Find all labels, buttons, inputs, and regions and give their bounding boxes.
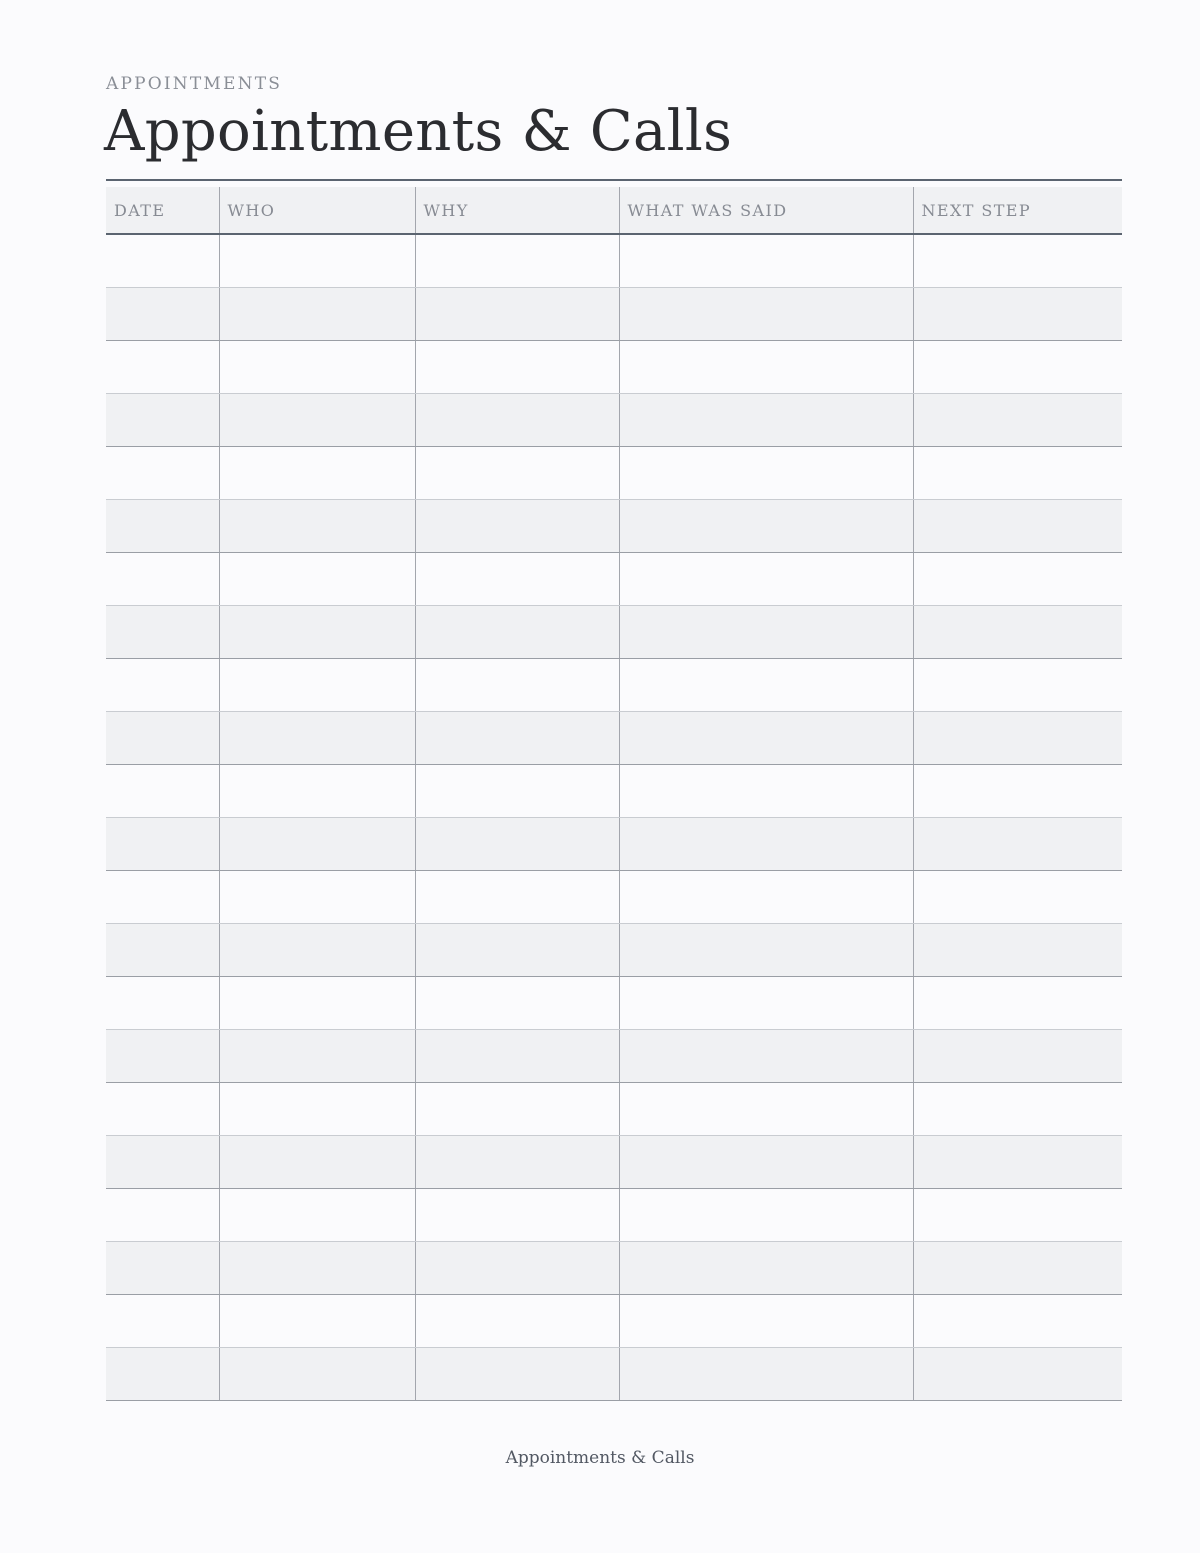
cell-who[interactable]	[219, 341, 415, 394]
cell-what-was-said[interactable]	[619, 1136, 913, 1189]
cell-next-step[interactable]	[913, 712, 1122, 765]
cell-who[interactable]	[219, 659, 415, 712]
cell-next-step[interactable]	[913, 394, 1122, 447]
appointments-log-table	[106, 187, 1122, 1401]
table-row	[106, 924, 1122, 977]
cell-why[interactable]	[415, 924, 619, 977]
cell-date[interactable]	[106, 447, 219, 500]
cell-why[interactable]	[415, 394, 619, 447]
table-row	[106, 1242, 1122, 1295]
table-row	[106, 394, 1122, 447]
cell-date[interactable]	[106, 341, 219, 394]
cell-who[interactable]	[219, 394, 415, 447]
table-row	[106, 765, 1122, 818]
cell-why[interactable]	[415, 1030, 619, 1083]
cell-what-was-said[interactable]	[619, 765, 913, 818]
cell-next-step[interactable]	[913, 447, 1122, 500]
cell-next-step[interactable]	[913, 977, 1122, 1030]
table-row	[106, 1083, 1122, 1136]
cell-date[interactable]	[106, 1295, 219, 1348]
cell-next-step[interactable]	[913, 871, 1122, 924]
cell-next-step[interactable]	[913, 234, 1122, 288]
cell-what-was-said[interactable]	[619, 1242, 913, 1295]
cell-who[interactable]	[219, 977, 415, 1030]
cell-date[interactable]	[106, 553, 219, 606]
cell-date[interactable]	[106, 818, 219, 871]
cell-next-step[interactable]	[913, 606, 1122, 659]
cell-who[interactable]	[219, 818, 415, 871]
cell-what-was-said[interactable]	[619, 659, 913, 712]
cell-who[interactable]	[219, 234, 415, 288]
cell-date[interactable]	[106, 1136, 219, 1189]
cell-date[interactable]	[106, 1189, 219, 1242]
cell-date[interactable]	[106, 500, 219, 553]
column-header-who: WHO	[219, 187, 415, 234]
cell-next-step[interactable]	[913, 1348, 1122, 1401]
cell-who[interactable]	[219, 1030, 415, 1083]
table-row	[106, 341, 1122, 394]
cell-who[interactable]	[219, 606, 415, 659]
cell-date[interactable]	[106, 659, 219, 712]
cell-what-was-said[interactable]	[619, 1189, 913, 1242]
cell-date[interactable]	[106, 712, 219, 765]
table-row	[106, 447, 1122, 500]
cell-what-was-said[interactable]	[619, 234, 913, 288]
cell-date[interactable]	[106, 765, 219, 818]
cell-why[interactable]	[415, 1242, 619, 1295]
cell-why[interactable]	[415, 553, 619, 606]
table-row	[106, 234, 1122, 288]
cell-who[interactable]	[219, 1295, 415, 1348]
table-row	[106, 712, 1122, 765]
cell-why[interactable]	[415, 1083, 619, 1136]
title-divider	[106, 179, 1122, 181]
cell-what-was-said[interactable]	[619, 394, 913, 447]
cell-next-step[interactable]	[913, 818, 1122, 871]
page-title: Appointments & Calls	[104, 99, 733, 164]
cell-what-was-said[interactable]	[619, 500, 913, 553]
cell-who[interactable]	[219, 447, 415, 500]
cell-next-step[interactable]	[913, 1295, 1122, 1348]
cell-date[interactable]	[106, 871, 219, 924]
table-row	[106, 1030, 1122, 1083]
cell-what-was-said[interactable]	[619, 447, 913, 500]
cell-next-step[interactable]	[913, 765, 1122, 818]
cell-why[interactable]	[415, 234, 619, 288]
cell-what-was-said[interactable]	[619, 977, 913, 1030]
cell-why[interactable]	[415, 1189, 619, 1242]
cell-what-was-said[interactable]	[619, 606, 913, 659]
cell-who[interactable]	[219, 924, 415, 977]
column-header-date: DATE	[106, 187, 219, 234]
cell-next-step[interactable]	[913, 1136, 1122, 1189]
table-row	[106, 1295, 1122, 1348]
table-body	[106, 234, 1122, 1401]
section-eyebrow: APPOINTMENTS	[106, 74, 283, 94]
cell-who[interactable]	[219, 765, 415, 818]
cell-why[interactable]	[415, 871, 619, 924]
cell-why[interactable]	[415, 977, 619, 1030]
cell-next-step[interactable]	[913, 1030, 1122, 1083]
cell-what-was-said[interactable]	[619, 1348, 913, 1401]
cell-why[interactable]	[415, 1295, 619, 1348]
cell-what-was-said[interactable]	[619, 712, 913, 765]
table-row	[106, 1189, 1122, 1242]
column-header-what-was-said: WHAT WAS SAID	[619, 187, 913, 234]
cell-why[interactable]	[415, 288, 619, 341]
cell-what-was-said[interactable]	[619, 288, 913, 341]
table-row	[106, 977, 1122, 1030]
table-row	[106, 1136, 1122, 1189]
cell-who[interactable]	[219, 500, 415, 553]
cell-why[interactable]	[415, 712, 619, 765]
cell-next-step[interactable]	[913, 1242, 1122, 1295]
cell-what-was-said[interactable]	[619, 1295, 913, 1348]
cell-date[interactable]	[106, 977, 219, 1030]
cell-who[interactable]	[219, 288, 415, 341]
cell-what-was-said[interactable]	[619, 818, 913, 871]
cell-who[interactable]	[219, 1242, 415, 1295]
cell-why[interactable]	[415, 606, 619, 659]
cell-date[interactable]	[106, 288, 219, 341]
table-row	[106, 1348, 1122, 1401]
cell-who[interactable]	[219, 1083, 415, 1136]
cell-who[interactable]	[219, 1189, 415, 1242]
table-row	[106, 659, 1122, 712]
column-header-why: WHY	[415, 187, 619, 234]
table-row	[106, 606, 1122, 659]
cell-who[interactable]	[219, 712, 415, 765]
table-row	[106, 500, 1122, 553]
table-row	[106, 553, 1122, 606]
cell-who[interactable]	[219, 553, 415, 606]
table-row	[106, 818, 1122, 871]
cell-who[interactable]	[219, 1348, 415, 1401]
cell-why[interactable]	[415, 447, 619, 500]
cell-next-step[interactable]	[913, 341, 1122, 394]
cell-date[interactable]	[106, 1348, 219, 1401]
cell-next-step[interactable]	[913, 1083, 1122, 1136]
column-header-next-step: NEXT STEP	[913, 187, 1122, 234]
cell-what-was-said[interactable]	[619, 924, 913, 977]
cell-who[interactable]	[219, 1136, 415, 1189]
cell-next-step[interactable]	[913, 1189, 1122, 1242]
table-row	[106, 871, 1122, 924]
cell-next-step[interactable]	[913, 659, 1122, 712]
cell-why[interactable]	[415, 1136, 619, 1189]
cell-why[interactable]	[415, 659, 619, 712]
cell-why[interactable]	[415, 500, 619, 553]
cell-what-was-said[interactable]	[619, 1030, 913, 1083]
cell-what-was-said[interactable]	[619, 553, 913, 606]
cell-why[interactable]	[415, 1348, 619, 1401]
cell-why[interactable]	[415, 765, 619, 818]
cell-date[interactable]	[106, 1242, 219, 1295]
cell-date[interactable]	[106, 234, 219, 288]
cell-next-step[interactable]	[913, 924, 1122, 977]
cell-next-step[interactable]	[913, 500, 1122, 553]
cell-what-was-said[interactable]	[619, 341, 913, 394]
cell-who[interactable]	[219, 871, 415, 924]
cell-why[interactable]	[415, 818, 619, 871]
cell-next-step[interactable]	[913, 288, 1122, 341]
cell-date[interactable]	[106, 394, 219, 447]
cell-date[interactable]	[106, 1083, 219, 1136]
cell-next-step[interactable]	[913, 553, 1122, 606]
cell-date[interactable]	[106, 924, 219, 977]
cell-what-was-said[interactable]	[619, 871, 913, 924]
cell-why[interactable]	[415, 341, 619, 394]
cell-date[interactable]	[106, 1030, 219, 1083]
page-footer: Appointments & Calls	[505, 1448, 695, 1468]
table-header-row	[106, 187, 1122, 234]
cell-what-was-said[interactable]	[619, 1083, 913, 1136]
cell-date[interactable]	[106, 606, 219, 659]
table-row	[106, 288, 1122, 341]
